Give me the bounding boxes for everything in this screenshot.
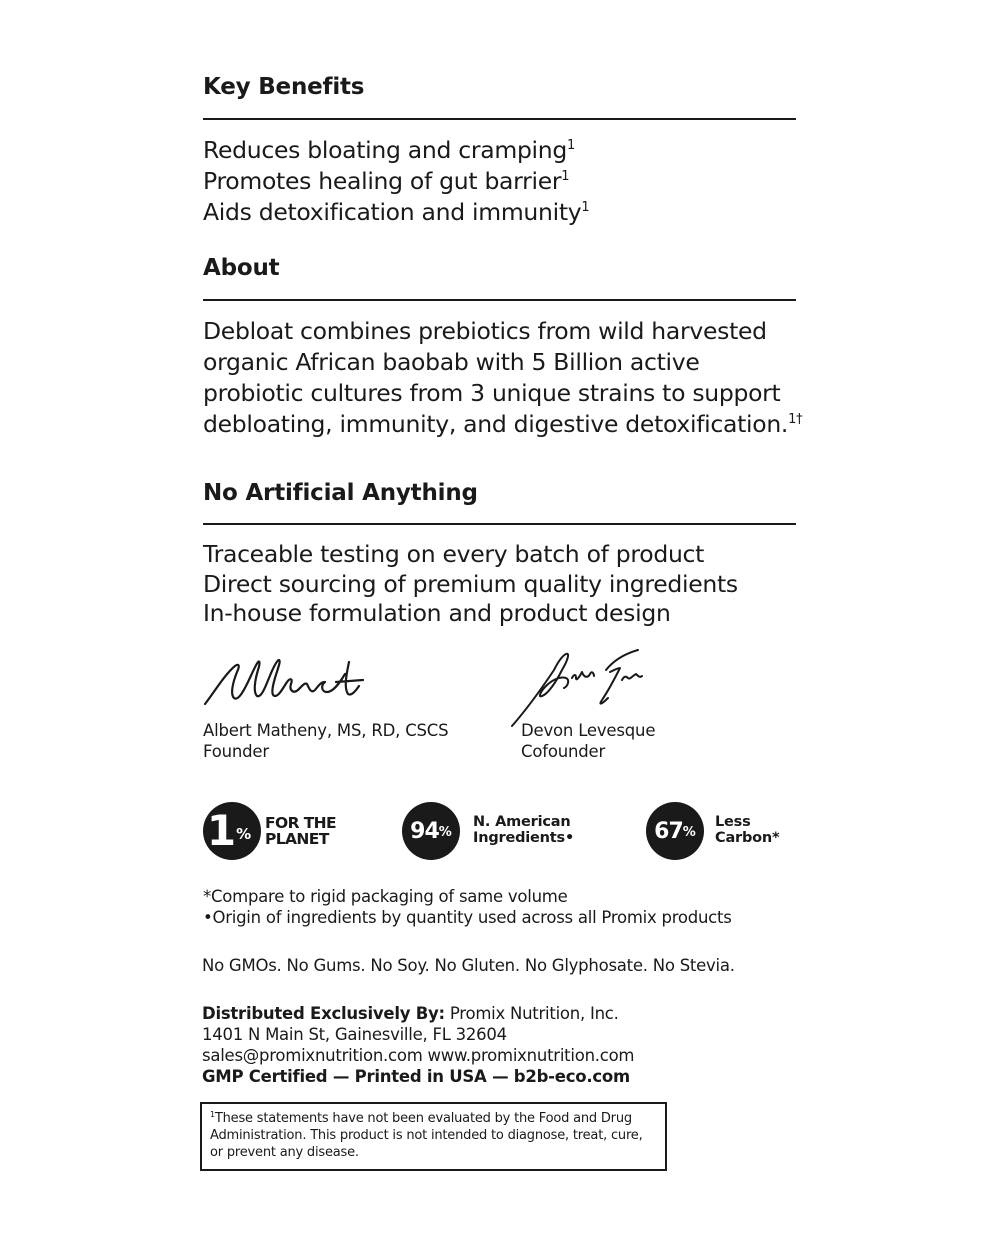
quality-item: Traceable testing on every batch of product [203,540,705,568]
one-percent-planet-badge [203,802,343,860]
packaging-footnote: *Compare to rigid packaging of same volume [203,887,568,906]
benefit-item: Reduces bloating and cramping$^1$ [203,136,575,164]
devon-name: Devon Levesque [521,721,656,740]
no-artificial-title: No Artificial Anything [203,480,478,506]
benefit-item: Promotes healing of gut barrier$^1$ [203,167,570,195]
key-benefits-title: Key Benefits [203,74,365,100]
albert-signature [203,652,373,712]
carbon-label: Less Carbon* [715,814,780,846]
footnotes [203,886,732,928]
disclaimer-text: These statements have not been evaluated by the Food and Drug Administration. This product is not intended to diagnose, treat, cure, or prevent any disease. [210,1111,643,1160]
albert-info [203,720,448,762]
fda-disclaimer-box [200,1102,667,1171]
ingredients-label: N. American Ingredients• [473,814,575,846]
benefit-item: Aids detoxification and immunity$^1$ [203,198,590,226]
one-percent-circle: 1 % [203,802,261,860]
certification-line: GMP Certified — Printed in USA — b2b-eco.com [202,1067,630,1086]
origin-footnote: •Origin of ingredients by quantity used across all Promix products [203,908,732,927]
carbon-percent-circle: 67 % [646,802,704,860]
less-carbon-badge [646,802,786,860]
distributor-contact: sales@promixnutrition.com www.promixnutrition.com [202,1046,635,1065]
about-divider [203,299,796,301]
american-ingredients-badge [402,802,582,860]
albert-name: Albert Matheny, MS, RD, CSCS [203,721,449,740]
no-artificial-list [203,540,738,629]
about-paragraph: Debloat combines prebiotics from wild harvested organic African baobab with 5 Billion active probiotic cultures from 3 unique strains to support debloating, immunity, and digestive detoxification.$^{1\dagger}$ [203,317,803,438]
devon-role: Cofounder [521,742,606,761]
about-title: About [203,255,280,281]
distribution-block [202,1003,634,1087]
distributor-address: 1401 N Main St, Gainesville, FL 32604 [202,1025,507,1044]
albert-role: Founder [203,742,269,761]
devon-signature [510,648,650,730]
planet-label: FOR THE PLANET [265,814,337,848]
quality-item: Direct sourcing of premium quality ingredients [203,569,738,598]
ingredients-percent-circle: 94 % [402,802,460,860]
quality-item: In-house formulation and product design [203,599,671,627]
key-benefits-list [203,135,589,228]
devon-info [521,720,655,762]
no-artificial-divider [203,523,796,525]
disclaimer-mark: 1 [210,1110,215,1119]
free-from-list: No GMOs. No Gums. No Soy. No Gluten. No Glyphosate. No Stevia. [202,956,735,975]
distributor-name: Promix Nutrition, Inc. [444,1004,619,1023]
distributor-label: Distributed Exclusively By: [202,1004,445,1023]
key-benefits-divider [203,118,796,120]
